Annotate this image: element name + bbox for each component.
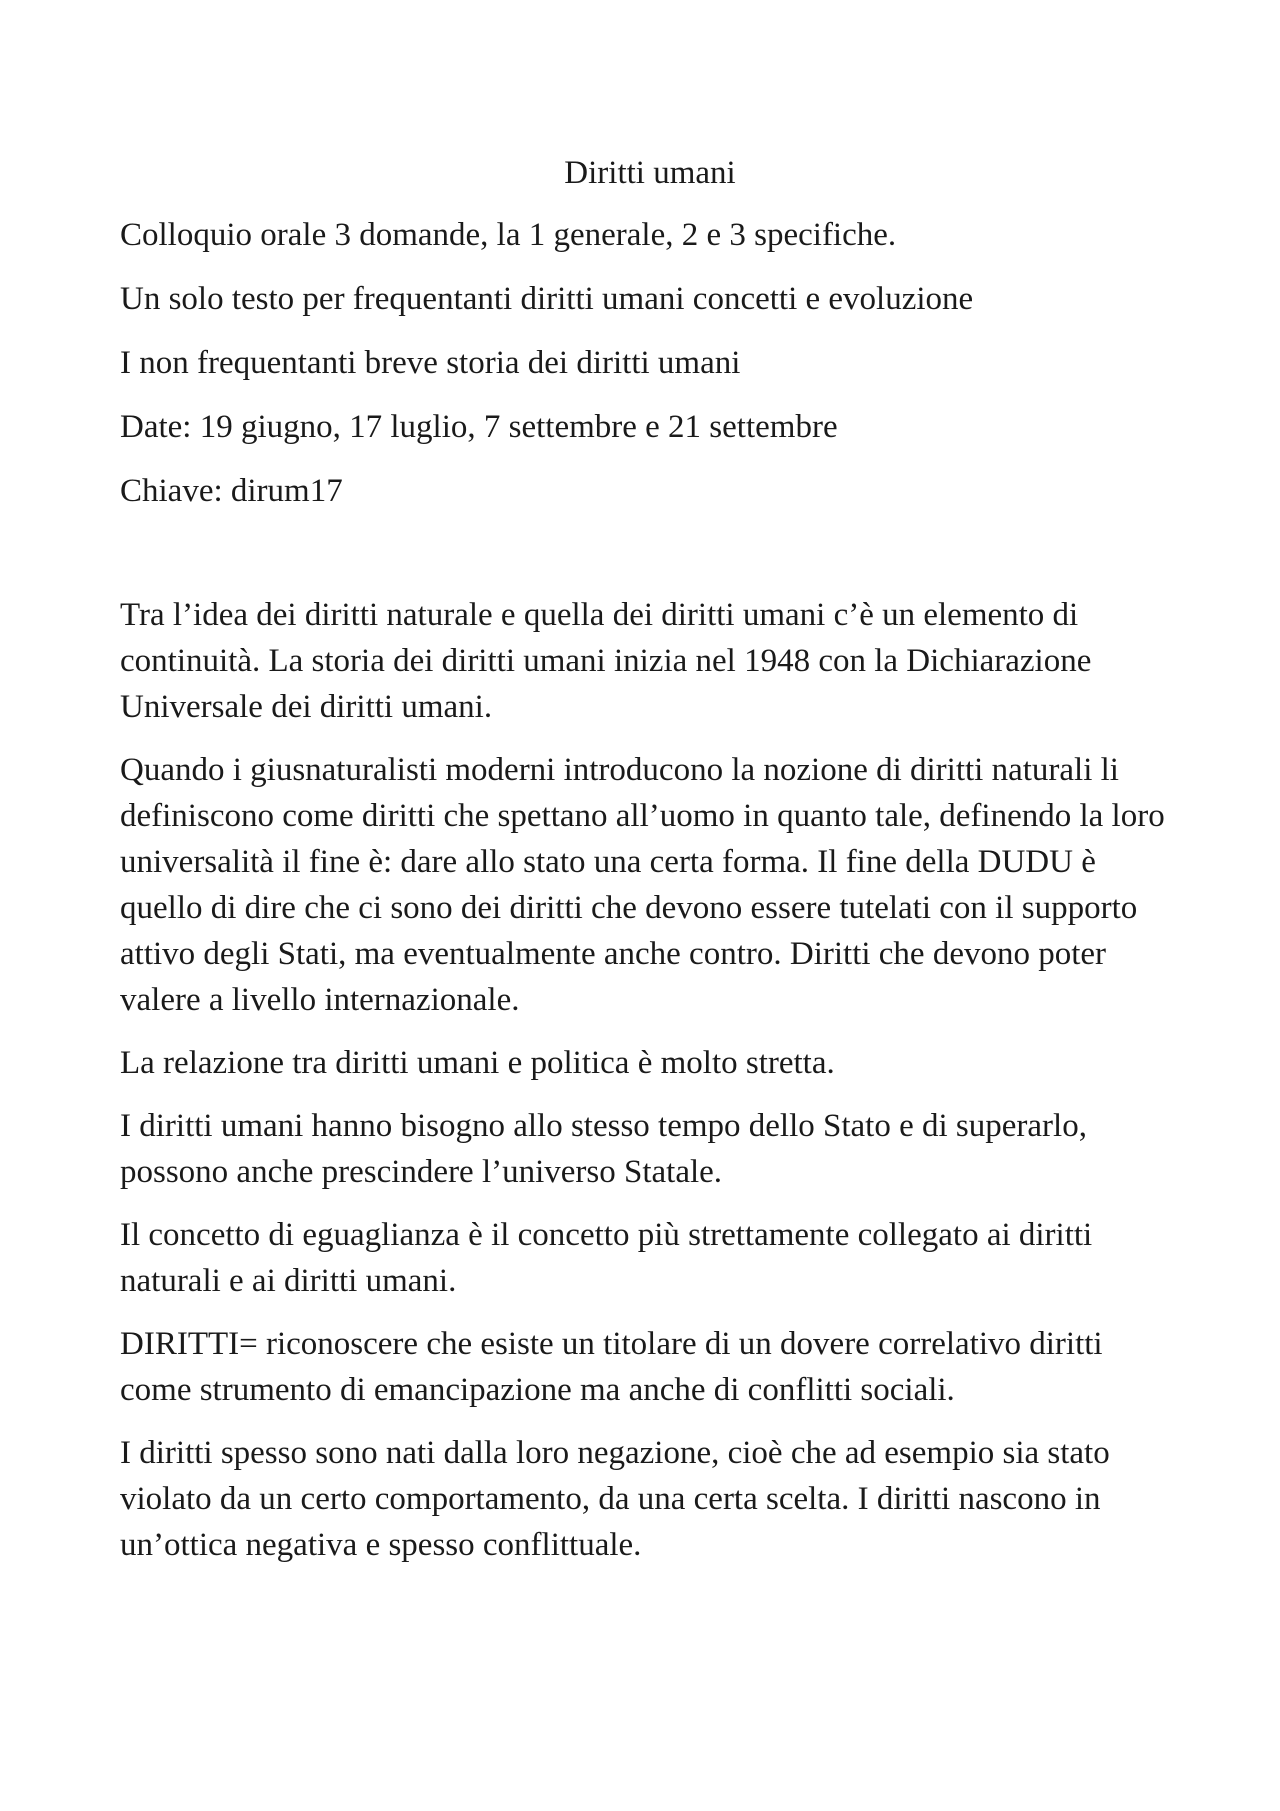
exam-info: [120, 212, 1180, 514]
paragraph: I diritti spesso sono nati dalla loro negazione, cioè che ad esempio sia stato violato da un certo comportamento, da una certa scelta. I diritti nascono in un’ottica negativa e spesso conflittuale.: [120, 1435, 1110, 1563]
document-title: Diritti umani: [564, 155, 736, 191]
info-line-dates: Date: 19 giugno, 17 luglio, 7 settembre e 21 settembre: [120, 409, 838, 445]
paragraph: La relazione tra diritti umani e politica è molto stretta.: [120, 1045, 835, 1081]
section-spacer: [120, 532, 1180, 592]
paragraph: Quando i giusnaturalisti moderni introducono la nozione di diritti naturali li definiscono come diritti che spettano all’uomo in quanto tale, definendo la loro universalità il fine è: dare allo stato una certa forma. Il fine della DUDU è quello di dire che ci sono dei diritti che devono essere tutelati con il supporto attivo degli Stati, ma eventualmente anche contro. Diritti che devono poter valere a livello internazionale.: [120, 752, 1165, 1018]
info-line-key: Chiave: dirum17: [120, 473, 343, 509]
paragraph: I diritti umani hanno bisogno allo stesso tempo dello Stato e di superarlo, possono anche prescindere l’universo Statale.: [120, 1108, 1087, 1190]
document-body: [120, 150, 1180, 1585]
paragraph: Tra l’idea dei diritti naturale e quella dei diritti umani c’è un elemento di continuità. La storia dei diritti umani inizia nel 1948 con la Dichiarazione Universale dei diritti umani.: [120, 597, 1092, 725]
notes-body: [120, 592, 1180, 1568]
info-line-attending-text: Un solo testo per frequentanti diritti umani concetti e evoluzione: [120, 281, 974, 317]
info-line-exam-format: Colloquio orale 3 domande, la 1 generale, 2 e 3 specifiche.: [120, 217, 897, 253]
paragraph: Il concetto di eguaglianza è il concetto più strettamente collegato ai diritti naturali e ai diritti umani.: [120, 1217, 1093, 1299]
info-line-non-attending-text: I non frequentanti breve storia dei diritti umani: [120, 345, 741, 381]
paragraph: DIRITTI= riconoscere che esiste un titolare di un dovere correlativo diritti come strumento di emancipazione ma anche di conflitti sociali.: [120, 1326, 1103, 1408]
